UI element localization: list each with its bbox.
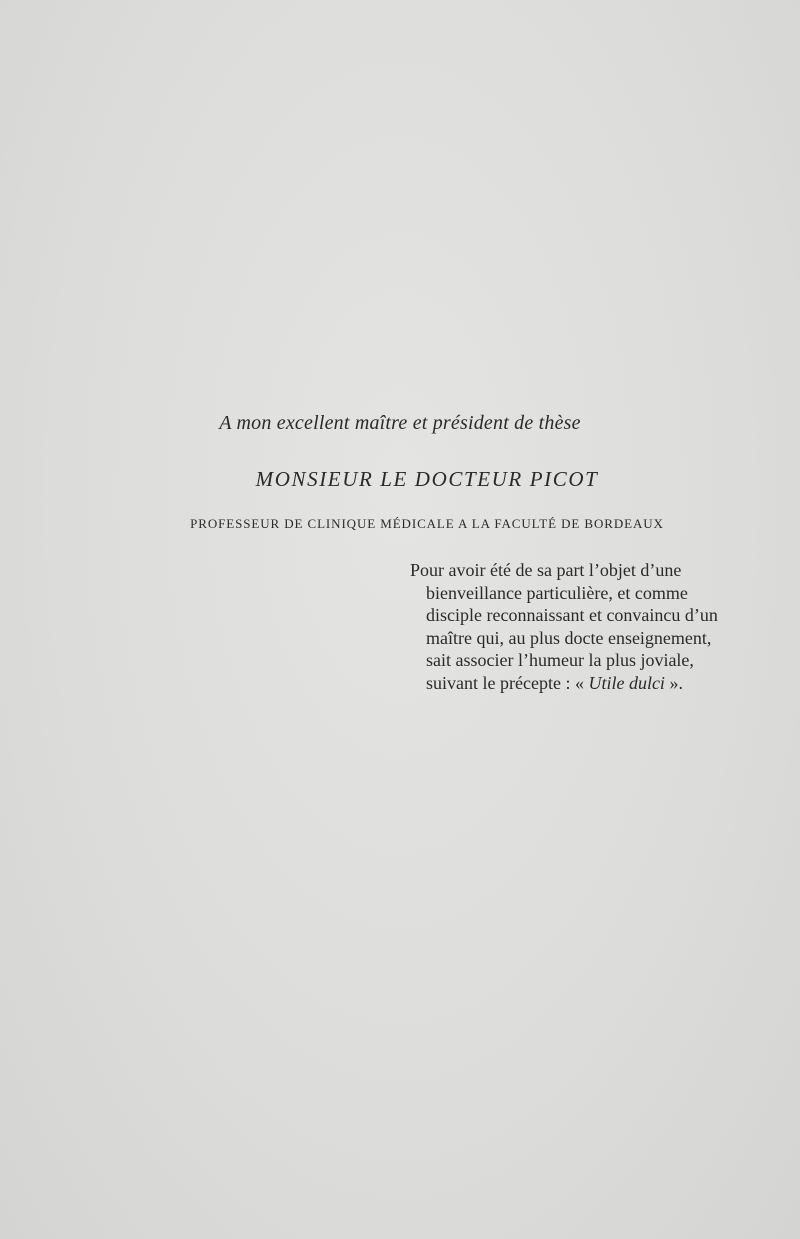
tribute-line: bienveillance particulière, et comme [426, 582, 688, 603]
quote-close: ». [664, 672, 683, 693]
tribute-line: sait associer l’humeur la plus joviale, [426, 650, 694, 671]
tribute-paragraph [410, 559, 752, 695]
dedication-line: A mon excellent maître et président de thèse [219, 412, 581, 434]
recipient-name: MONSIEUR LE DOCTEUR PICOT [255, 467, 599, 491]
tribute-line: disciple reconnaissant et convaincu d’un [426, 605, 718, 626]
recipient-title: PROFESSEUR DE CLINIQUE MÉDICALE A LA FACULTÉ DE BORDEAUX [190, 516, 664, 531]
tribute-line: maître qui, au plus docte enseignement, [426, 627, 712, 648]
tribute-line: Pour avoir été de sa part l’objet d’une [410, 560, 682, 580]
latin-quote: Utile dulci [588, 672, 665, 693]
tribute-last-line [410, 672, 752, 695]
tribute-line: suivant le précepte : « [426, 672, 589, 693]
